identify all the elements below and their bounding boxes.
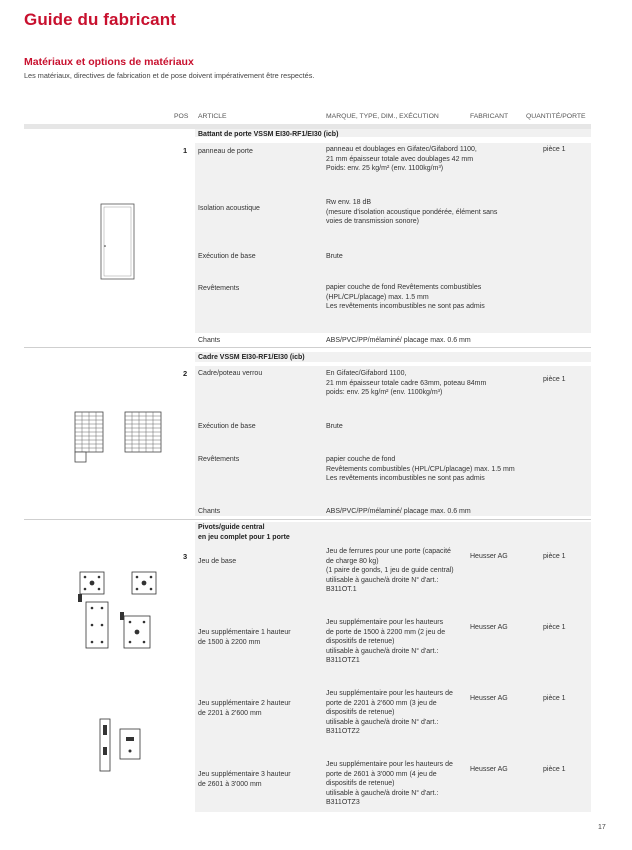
article-cell: Revêtements <box>198 285 240 292</box>
details-cell: Jeu supplémentaire pour les hauteurs de porte de 2601 à 3'000 mm (4 jeu de dispositifs de retenue) utilisable à gauche/à droite N° d'art.: B311OTZ3 <box>326 761 453 807</box>
article-cell: Jeu supplémentaire 1 hauteur de 1500 à 2200 mm <box>198 629 291 646</box>
quantity-cell: pièce 1 <box>543 376 566 383</box>
details-cell: ABS/PVC/PP/mélaminé/ placage max. 0.6 mm <box>326 508 471 515</box>
column-header-marque: MARQUE, TYPE, DIM., EXÉCUTION <box>326 113 439 120</box>
retainer-illustration <box>98 717 142 775</box>
details-cell: Jeu de ferrures pour une porte (capacité de charge 80 kg) (1 paire de gonds, 1 jeu de guide central) utilisable à gauche/à droite N° d'art.: B311OT.1 <box>326 548 454 594</box>
frame-profile-illustration <box>74 411 104 463</box>
details-cell: papier couche de fond Revêtements combustibles (HPL/CPL/placage) max. 1.5 mm Les revêtements incombustibles ne sont pas admis <box>326 284 485 311</box>
column-header-article: ARTICLE <box>198 113 227 120</box>
details-cell: Jeu supplémentaire pour les hauteurs de porte de 1500 à 2200 mm (2 jeu de dispositifs de retenue) utilisable à gauche/à droite N° d'art.: B311OTZ1 <box>326 619 446 665</box>
position-number: 3 <box>183 552 188 561</box>
details-cell: Brute <box>326 253 343 260</box>
section-heading: Battant de porte VSSM EI30-RF1/EI30 (icb) <box>198 131 339 138</box>
hinge-set-illustration <box>76 568 160 652</box>
article-cell: Jeu supplémentaire 3 hauteur de 2601 à 3'000 mm <box>198 771 291 788</box>
details-cell: Rw env. 18 dB (mesure d'isolation acoustique pondérée, élément sans voies de transmission sonore) <box>326 199 498 226</box>
page-title: Guide du fabricant <box>24 10 176 29</box>
section-subtitle: Les matériaux, directives de fabrication et de pose doivent impérativement être respectés. <box>24 71 315 80</box>
details-cell: panneau et doublages en Gifatec/Gifabord 1100, 21 mm épaisseur totale avec doublages 42 mm Poids: env. 25 kg/m² (env. 1100kg/m³) <box>326 146 477 173</box>
section-heading: Pivots/guide central en jeu complet pour 1 porte <box>198 524 290 541</box>
details-cell: ABS/PVC/PP/mélaminé/ placage max. 0.6 mm <box>326 337 471 344</box>
article-cell: Exécution de base <box>198 423 256 430</box>
article-cell: Exécution de base <box>198 253 256 260</box>
column-header-quantite: QUANTITÉ/PORTE <box>526 113 586 120</box>
details-cell: En Gifatec/Gifabord 1100, 21 mm épaisseur totale cadre 63mm, poteau 84mm poids: env. 25 kg/m² (env. 1100kg/m³) <box>326 370 487 397</box>
article-cell: Cadre/poteau verrou <box>198 370 263 377</box>
quantity-cell: pièce 1 <box>543 553 566 560</box>
door-panel-illustration <box>100 203 136 281</box>
article-cell: Isolation acoustique <box>198 205 260 212</box>
section-title: Matériaux et options de matériaux <box>24 56 194 68</box>
article-cell: Revêtements <box>198 456 240 463</box>
page-number: 17 <box>598 824 606 831</box>
article-cell: Chants <box>198 337 221 344</box>
position-number: 2 <box>183 369 188 378</box>
quantity-cell: pièce 1 <box>543 766 566 773</box>
post-profile-illustration <box>124 411 162 453</box>
column-header-fabricant: FABRICANT <box>470 113 509 120</box>
manufacturer-cell: Heusser AG <box>470 766 508 773</box>
position-number: 1 <box>183 146 188 155</box>
article-cell: Jeu supplémentaire 2 hauteur de 2201 à 2'600 mm <box>198 700 291 717</box>
details-cell: Jeu supplémentaire pour les hauteurs de porte de 2201 à 2'600 mm (3 jeu de dispositifs de retenue) utilisable à gauche/à droite N° d'art.: B311OTZ2 <box>326 690 453 736</box>
section-heading: Cadre VSSM EI30-RF1/EI30 (icb) <box>198 354 305 361</box>
quantity-cell: pièce 1 <box>543 624 566 631</box>
details-cell: Brute <box>326 423 343 430</box>
column-header-pos: POS <box>174 113 189 120</box>
section-divider-1 <box>24 347 591 348</box>
article-cell: Jeu de base <box>198 558 237 565</box>
manufacturer-cell: Heusser AG <box>470 624 508 631</box>
manufacturer-cell: Heusser AG <box>470 553 508 560</box>
quantity-cell: pièce 1 <box>543 146 566 153</box>
section-divider-2 <box>24 519 591 520</box>
article-cell: panneau de porte <box>198 148 253 155</box>
manufacturer-cell: Heusser AG <box>470 695 508 702</box>
article-cell: Chants <box>198 508 221 515</box>
quantity-cell: pièce 1 <box>543 695 566 702</box>
details-cell: papier couche de fond Revêtements combustibles (HPL/CPL/placage) max. 1.5 mm Les revêtements incombustibles ne sont pas admis <box>326 456 515 483</box>
